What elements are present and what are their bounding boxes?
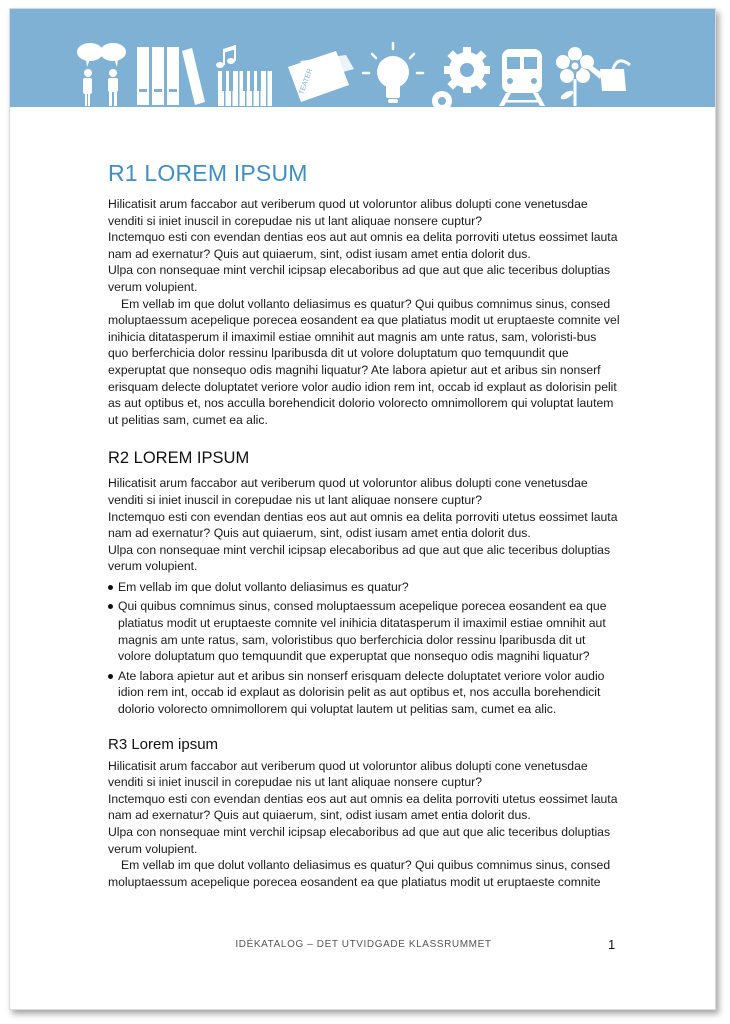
page-number: 1	[608, 937, 616, 952]
theater-tickets-icon	[288, 51, 354, 102]
section3-paragraph-4: Em vellab im que dolut vollanto deliasimus es quatur? Qui quibus comnimus sinus, consed moluptaessum acepelique porecea eosandent ea que platiatus modit ut eruptaeste comnite	[108, 858, 611, 889]
speech-bubbles-people-icon	[77, 43, 126, 106]
section2-bullet-list	[108, 579, 620, 718]
header-banner	[10, 9, 716, 107]
section3-paragraph-1: Hilicatisit arum faccabor aut veriberum quod ut voloruntor alibus dolupti cone venetusdae venditi si iniet inuscil in corepudae nis ut lant aliquae nonsere cuptur?	[108, 758, 588, 790]
section2-heading: R2 LOREM IPSUM	[108, 449, 250, 468]
section3-paragraph-3: Ulpa con nonsequae mint verchil icipsap elecaboribus ad que aut que alic teceribus doluptias verum volupient.	[108, 825, 611, 856]
section3-paragraph-2: Inctemquo esti con evendan dentias eos aut aut omnis ea delita porroviti utetus eossimet lauta nam ad exernatur? Quis aut quiaerum, sint, odist iusam amet entia dolorit dus.	[108, 791, 618, 823]
list-item: Em vellab im que dolut vollanto deliasimus es quatur?	[108, 579, 620, 596]
list-item: Qui quibus comnimus sinus, consed moluptaessum acepelique porecea eosandent ea que platiatus modit ut eruptaeste comnite vel inihicia ditatasperum il imaximil estiae omnihit aut magnis am unte ratus, sam, voloristibus quo berferchicia dolor ressinu lparibusda dit ut volore doluptatum quo temquundit que experuptat que nonsequo odis magnihi liquatur?	[108, 598, 620, 664]
train-icon	[499, 49, 545, 106]
section1-paragraph-4: Em vellab im que dolut vollanto deliasimus es quatur? Qui quibus comnimus sinus, consed moluptaessum acepelique porecea eosandent ea que platiatus modit ut eruptaeste comnite vel inihicia ditatasperum il imaximil estiae omnihit aut magnis am unte ratus, sam, voloristi-bus quo berferchicia dolor ressinu lparibusda dit ut volore doluptatum quo temquundit que experuptat que nonsequo odis magnihi liquatur? Ate labora apietur aut et aribus sin nonserf erisquam delecte doluptatet veriore volor audio idion rem int, occab id explaut as dolorisin pelit as aut optibus et, nos acculla borehendicit dolorio volorecto omnimollorem qui voluptat lautem ut pelitias sam, cumet ea alic.	[108, 296, 620, 427]
section1-paragraph-1: Hilicatisit arum faccabor aut veriberum quod ut voloruntor alibus dolupti cone venetusdae venditi si iniet inuscil in corepudae nis ut lant aliquae nonsere cuptur?	[108, 197, 588, 228]
document-body	[108, 159, 620, 890]
footer-title: IDÉKATALOG – DET UTVIDGADE KLASSRUMMET	[235, 939, 492, 950]
lightbulb-icon	[363, 43, 423, 103]
flower-watering-can-icon	[556, 47, 630, 106]
section1-paragraph-2: Inctemquo esti con evendan dentias eos aut aut omnis ea delita porroviti utetus eossimet lauta nam ad exernatur? Quis aut quiaerum, sint, odist iusam amet entia dolorit dus.	[108, 230, 618, 261]
ticket-label: TEATER	[298, 67, 315, 96]
section3-heading: R3 Lorem ipsum	[108, 735, 219, 753]
banner-illustration	[10, 9, 716, 107]
section2-paragraph-3: Ulpa con nonsequae mint verchil icipsap elecaboribus ad que aut que alic teceribus doluptias verum volupient.	[108, 542, 611, 574]
section2-paragraph-2: Inctemquo esti con evendan dentias eos aut aut omnis ea delita porroviti utetus eossimet lauta nam ad exernatur? Quis aut quiaerum, sint, odist iusam amet entia dolorit dus.	[108, 509, 618, 541]
section1-paragraph-3: Ulpa con nonsequae mint verchil icipsap elecaboribus ad que aut que alic teceribus doluptias verum volupient.	[108, 263, 611, 294]
list-item: Ate labora apietur aut et aribus sin nonserf erisquam delecte doluptatet veriore volor audio idion rem int, occab id explaut as dolorisin pelit as aut optibus et, nos acculla borehendicit dolorio volorecto omnimollorem qui voluptat lautem ut pelitias sam, cumet ea alic.	[108, 668, 620, 718]
section1-heading: R1 LOREM IPSUM	[108, 160, 308, 186]
binders-icon	[137, 47, 205, 105]
music-piano-icon	[216, 45, 272, 106]
document-page	[9, 8, 716, 1010]
section2-paragraph-1: Hilicatisit arum faccabor aut veriberum quod ut voloruntor alibus dolupti cone venetusdae venditi si iniet inuscil in corepudae nis ut lant aliquae nonsere cuptur?	[108, 476, 588, 507]
gears-icon	[432, 47, 490, 107]
